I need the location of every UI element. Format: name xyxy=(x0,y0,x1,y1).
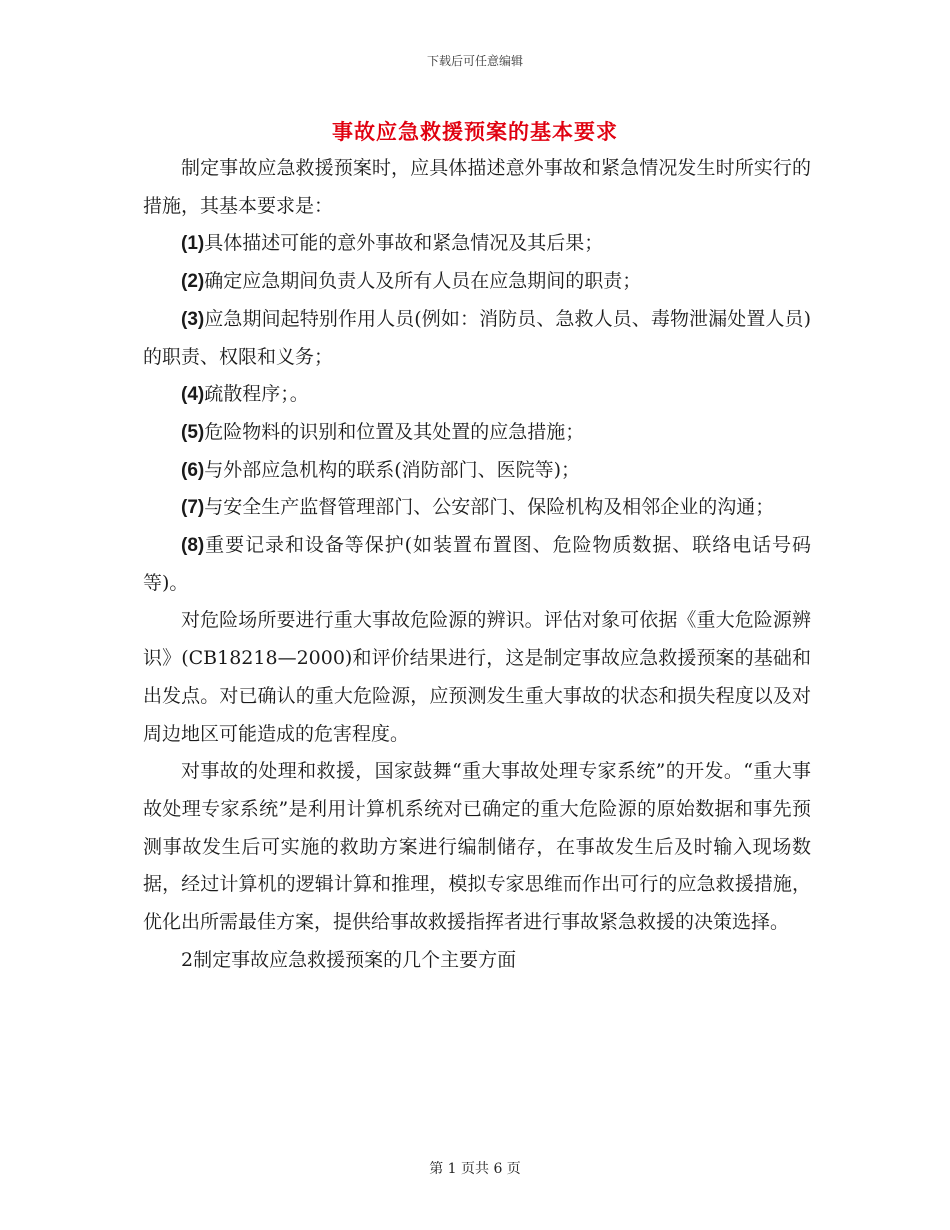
expert-system-paragraph: 对事故的处理和救援，国家鼓舞“重大事故处理专家系统”的开发。“重大事故处理专家系统”是利用计算机系统对已确定的重大危险源的原始数据和事先预测事故发生后可实施的救助方案进行编制储存，在事故发生后及时输入现场数据，经过计算机的逻辑计算和推理，模拟专家思维而作出可行的应急救援措施，优化出所需最佳方案，提供给事故救援指挥者进行事故紧急救援的决策选择。 xyxy=(143,760,811,934)
document-title: 事故应急救援预案的基本要求 xyxy=(332,119,618,144)
item-text: 与安全生产监督管理部门、公安部门、保险机构及相邻企业的沟通； xyxy=(204,496,775,519)
list-item xyxy=(143,263,811,301)
item-text: 与外部应急机构的联系(消防部门、医院等)； xyxy=(204,458,581,481)
item-number: (8) xyxy=(181,535,205,557)
intro-paragraph: 制定事故应急救援预案时，应具体描述意外事故和紧急情况发生时所实行的措施，其基本要求是： xyxy=(143,157,811,217)
list-item xyxy=(143,414,811,452)
item-text: 确定应急期间负责人及所有人员在应急期间的职责； xyxy=(204,270,642,293)
page-header-note: 下载后可任意编辑 xyxy=(426,54,523,68)
hazard-identification-paragraph: 对危险场所要进行重大事故危险源的辨识。评估对象可依据《重大危险源辨识》(CB18218—2000)和评价结果进行，这是制定事故应急救援预案的基础和出发点。对已确认的重大危险源，应预测发生重大事故的状态和损失程度以及对周边地区可能造成的危害程度。 xyxy=(143,609,811,745)
page-footer: 第 1 页共 6 页 xyxy=(429,1161,521,1177)
item-text: 重要记录和设备等保护(如装置布置图、危险物质数据、联络电话号码等)。 xyxy=(143,534,811,594)
item-number: (4) xyxy=(181,384,205,406)
list-item xyxy=(143,489,811,527)
item-text: 疏散程序；。 xyxy=(204,383,309,406)
item-number: (3) xyxy=(181,308,205,330)
list-item xyxy=(143,225,811,263)
item-text: 具体描述可能的意外事故和紧急情况及其后果； xyxy=(204,232,604,255)
list-item xyxy=(143,527,811,602)
list-item xyxy=(143,301,811,376)
item-number: (6) xyxy=(181,459,205,481)
item-number: (1) xyxy=(181,233,205,255)
item-text: 危险物料的识别和位置及其处置的应急措施； xyxy=(204,420,585,443)
item-number: (2) xyxy=(181,271,205,293)
list-item xyxy=(143,376,811,414)
item-number: (7) xyxy=(181,497,205,519)
section-heading: 2制定事故应急救援预案的几个主要方面 xyxy=(181,948,517,971)
item-text: 应急期间起特别作用人员(例如：消防员、急救人员、毒物泄漏处置人员)的职责、权限和义务； xyxy=(143,307,811,368)
item-number: (5) xyxy=(181,421,205,443)
list-item xyxy=(143,452,811,490)
document-body xyxy=(143,150,811,979)
